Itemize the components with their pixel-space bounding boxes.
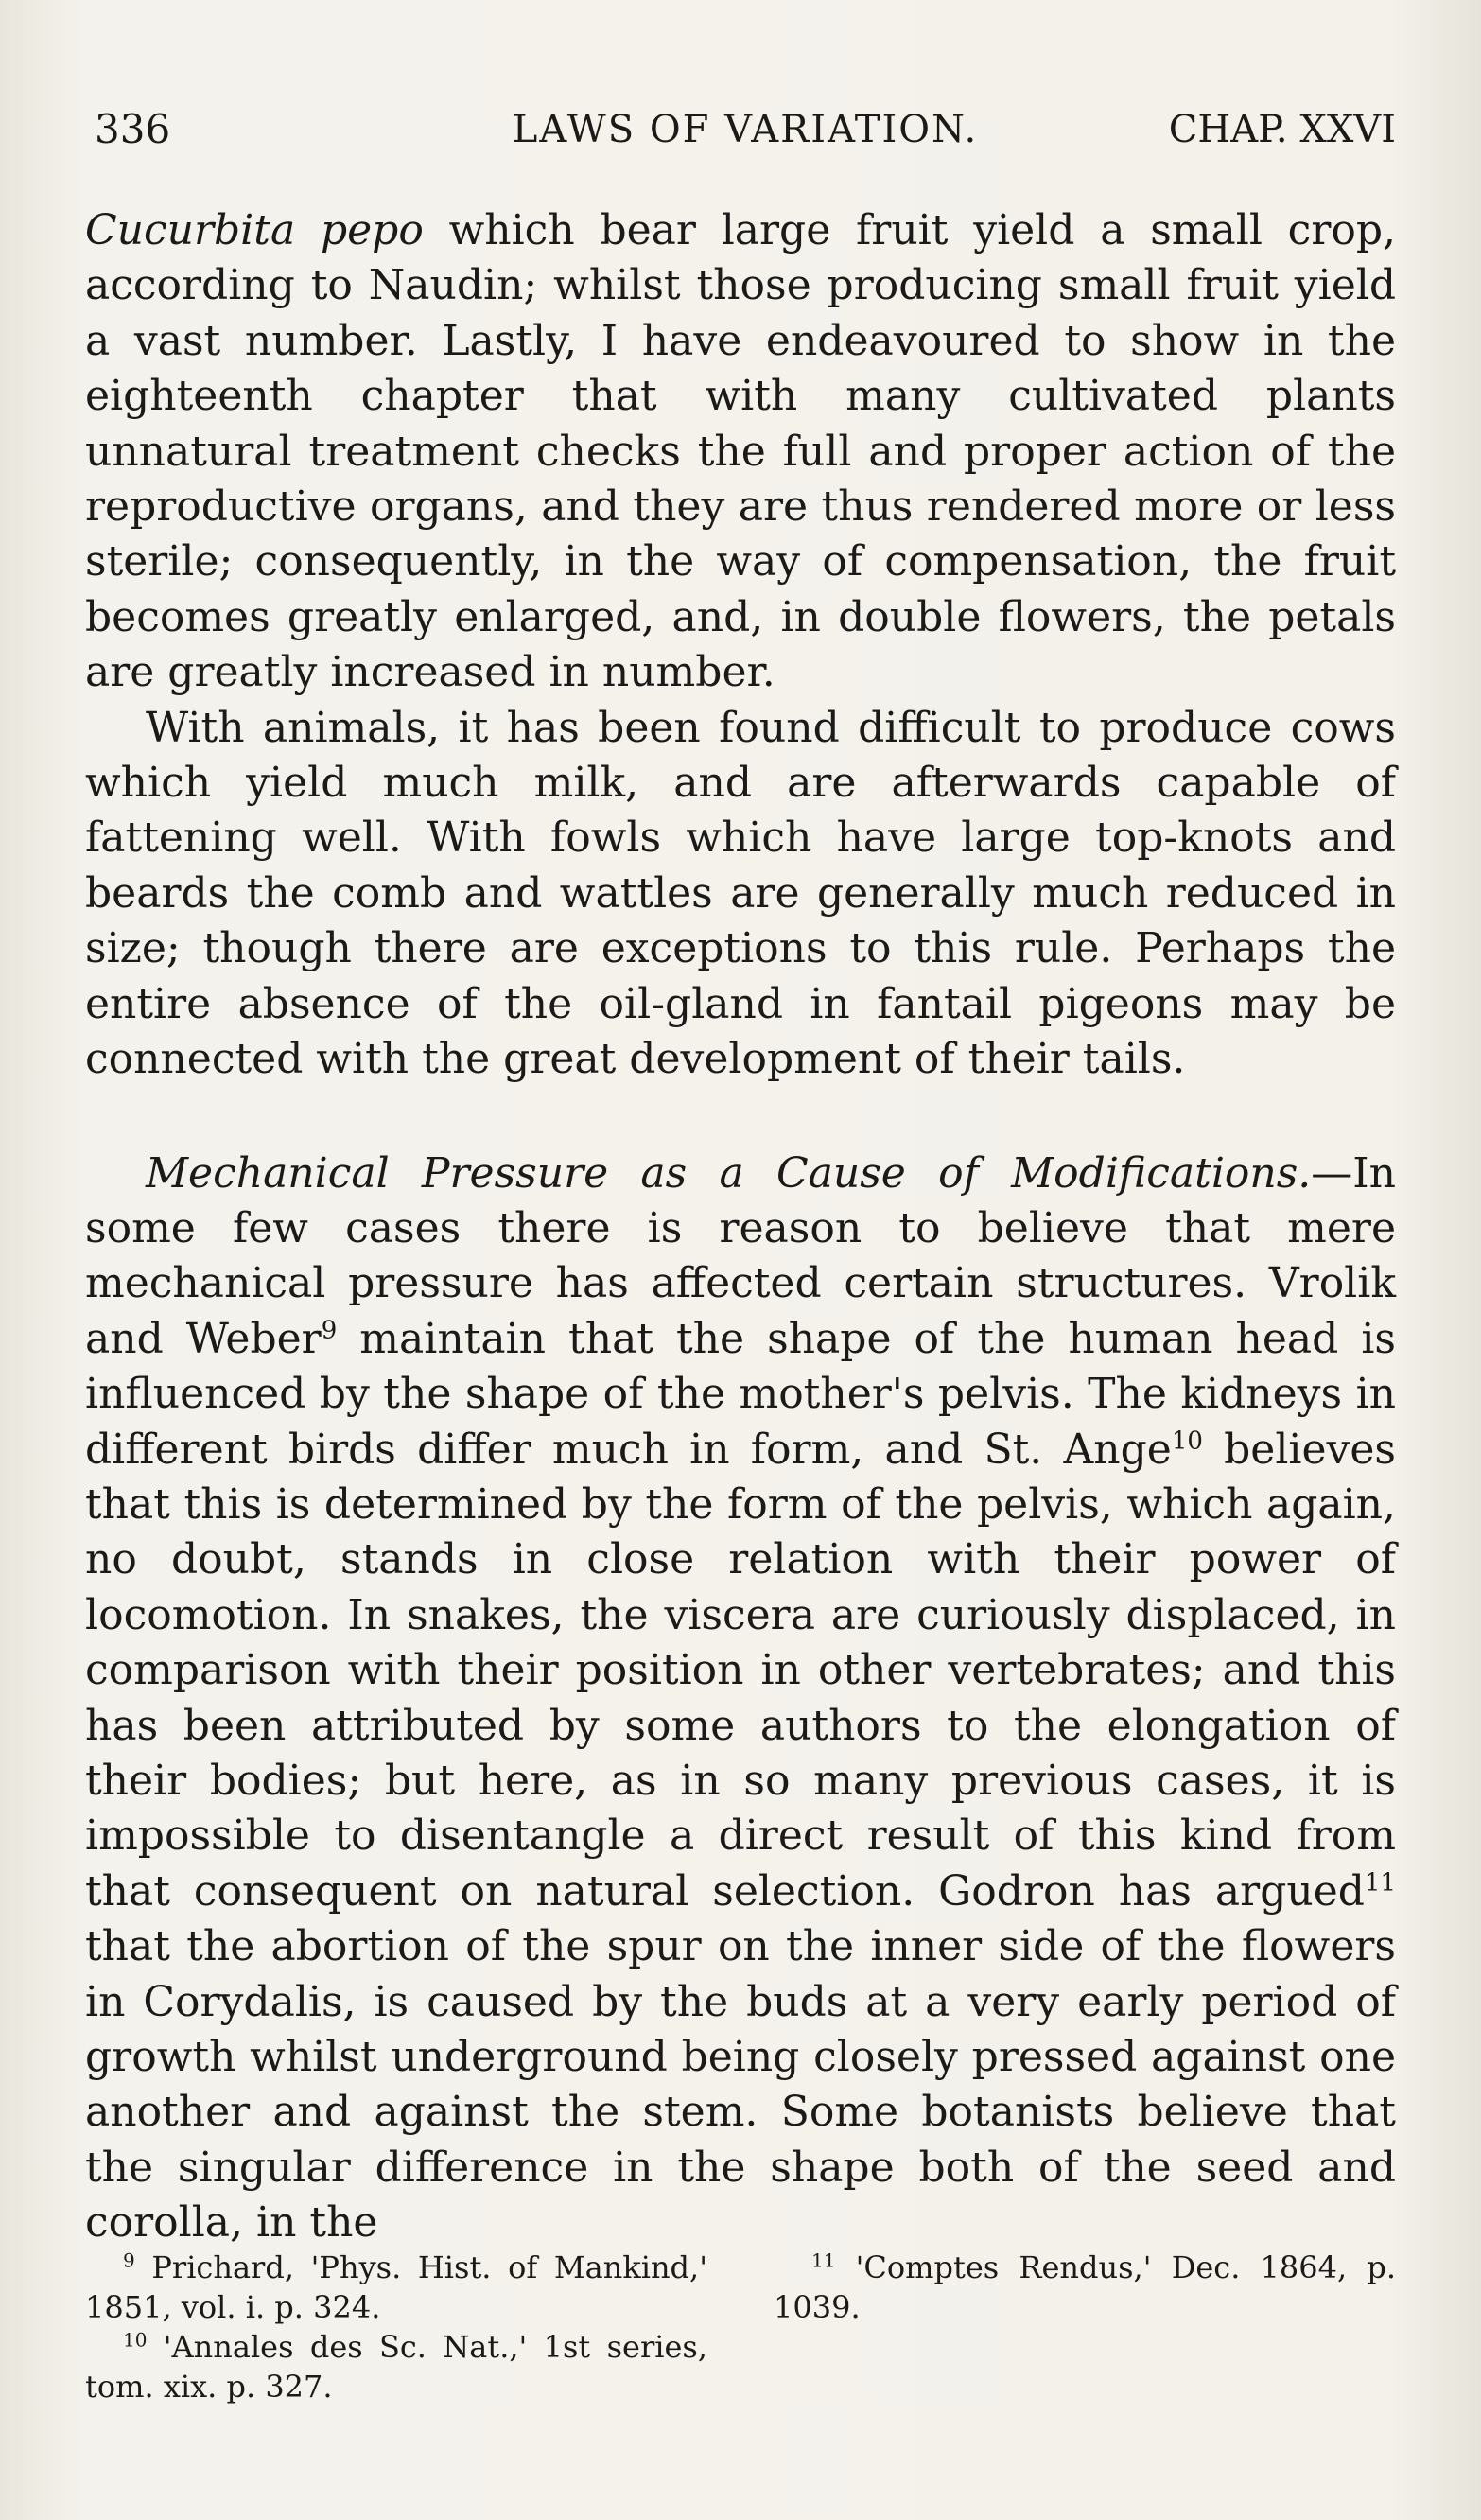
page-number: 336 (95, 106, 171, 152)
paragraph-3-text-a: —In some few cases there is reason to believe that mere mechanical pressure has affected certain structures. Vrolik and Weber (85, 1148, 1396, 1363)
paragraph-3-text-b: maintain that the shape of the human head is influenced by the shape of the mother's pelvis. The kidneys in different birds differ much in form, and St. Ange (85, 1314, 1396, 1474)
paragraph-3-text-c: believes that this is determined by the form of the pelvis, which again, no doubt, stands in close relation with their power of locomotion. In snakes, the viscera are curiously displaced, in comparison with their position in other vertebrates; and this has been attributed by some authors to the elongation of their bodies; but here, as in so many previous cases, it is impossible to disentangle a direct result of this kind from that consequent on natural selection. Godron has argued (85, 1425, 1396, 1916)
footnote-9-text: Prichard, 'Phys. Hist. of Mankind,' 1851, vol. i. p. 324. (85, 2249, 707, 2325)
footnote-9-mark: 9 (123, 2249, 135, 2272)
footnote-11-mark: 11 (811, 2249, 836, 2272)
section-heading: Mechanical Pressure as a Cause of Modifications. (146, 1148, 1312, 1198)
paragraph-1-text: which bear large fruit yield a small crop, according to Naudin; whilst those producing small fruit yield a vast number. Lastly, I have endeavoured to show in the eighteenth chapter that with many cultivated plants unnatural treatment checks the full and proper action of the reproductive organs, and they are thus rendered more or less sterile; consequently, in the way of compensation, the fruit becomes greatly enlarged, and, in double flowers, the petals are greatly increased in number. (85, 206, 1396, 697)
paragraph-3-text-d: that the abortion of the spur on the inner side of the flowers in Corydalis, is caused by the buds at a very early period of growth whilst underground being closely pressed against one another and against the stem. Some botanists believe that the singular difference in the shape both of the seed and corolla, in the (85, 1922, 1396, 2248)
footnote-ref-10[interactable]: 10 (1171, 1426, 1203, 1455)
footnote-ref-11[interactable]: 11 (1364, 1868, 1396, 1898)
body-text (85, 203, 1396, 2251)
paragraph-2 (85, 701, 1396, 1088)
paragraph-1 (85, 203, 1396, 701)
section-gap (85, 1088, 1396, 1146)
footnote-10 (85, 2327, 707, 2406)
footnote-11-text: 'Comptes Rendus,' Dec. 1864, p. 1039. (774, 2249, 1396, 2325)
footnote-10-text: 'Annales des Sc. Nat.,' 1st series, tom. xix. p. 327. (85, 2329, 707, 2405)
footnote-column-right (774, 2248, 1396, 2406)
chapter-label: CHAP. XXVI (1168, 108, 1396, 151)
footnote-11 (774, 2248, 1396, 2327)
footnote-column-left (85, 2248, 707, 2406)
footnote-ref-9[interactable]: 9 (321, 1316, 338, 1345)
footnote-9 (85, 2248, 707, 2327)
paragraph-1-italic-lead: Cucurbita pepo (85, 206, 424, 254)
running-title: LAWS OF VARIATION. (512, 108, 979, 151)
paragraph-3 (85, 1146, 1396, 2251)
running-header (95, 106, 1396, 163)
footnote-10-mark: 10 (123, 2328, 148, 2352)
paragraph-2-text: With animals, it has been found difficult to produce cows which yield much milk, and are afterwards capable of fattening well. With fowls which have large top-knots and beards the comb and wattles are generally much reduced in size; though there are exceptions to this rule. Perhaps the entire absence of the oil-gland in fantail pigeons may be connected with the great development of their tails. (85, 703, 1396, 1084)
footnotes (85, 2248, 1396, 2406)
